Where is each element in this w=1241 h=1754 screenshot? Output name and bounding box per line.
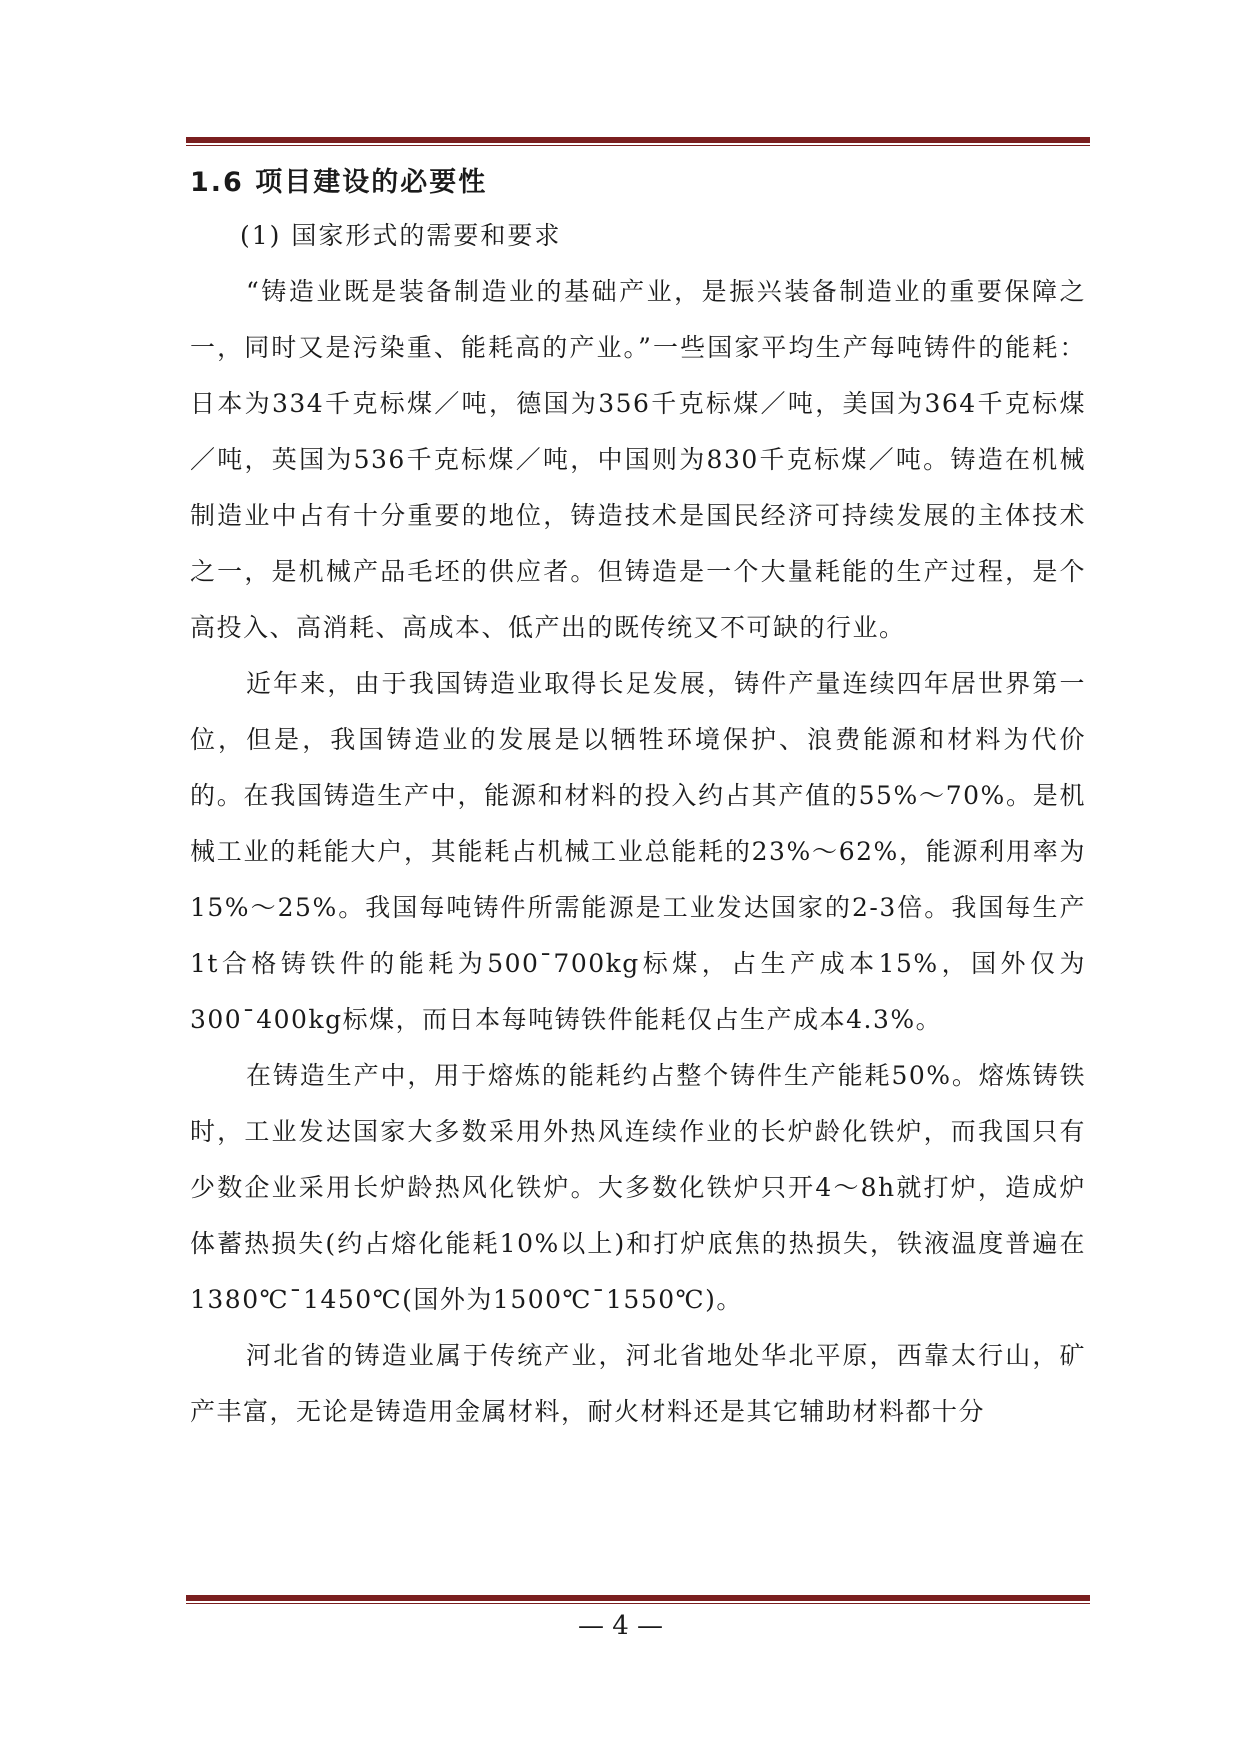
footer-rule [186,1595,1090,1604]
page-body [190,160,1086,1440]
paragraph-4: 河北省的铸造业属于传统产业，河北省地处华北平原，西靠太行山，矿产丰富，无论是铸造用金属材料，耐火材料还是其它辅助材料都十分 [190,1341,1086,1426]
section-heading: 1.6 项目建设的必要性 [190,167,488,198]
paragraph-1: “铸造业既是装备制造业的基础产业，是振兴装备制造业的重要保障之一，同时又是污染重、能耗高的产业。”一些国家平均生产每吨铸件的能耗：日本为334千克标煤／吨，德国为356千克标煤／吨，美国为364千克标煤／吨，英国为536千克标煤／吨，中国则为830千克标煤／吨。铸造在机械制造业中占有十分重要的地位，铸造技术是国民经济可持续发展的主体技术之一，是机械产品毛坯的供应者。但铸造是一个大量耗能的生产过程，是个高投入、高消耗、高成本、低产出的既传统又不可缺的行业。 [190,277,1086,642]
subsection-heading: (1) 国家形式的需要和要求 [240,221,562,250]
header-rule [186,137,1090,146]
page-number: — 4 — [577,1611,664,1641]
paragraph-2: 近年来，由于我国铸造业取得长足发展，铸件产量连续四年居世界第一位，但是，我国铸造业的发展是以牺牲环境保护、浪费能源和材料为代价的。在我国铸造生产中，能源和材料的投入约占其产值的55%～70%。是机械工业的耗能大户，其能耗占机械工业总能耗的23%～62%，能源利用率为15%～25%。我国每吨铸件所需能源是工业发达国家的2-3倍。我国每生产1t合格铸铁件的能耗为500¯700kg标煤，占生产成本15%，国外仅为300¯400kg标煤，而日本每吨铸铁件能耗仅占生产成本4.3%。 [190,669,1086,1034]
paragraph-3: 在铸造生产中，用于熔炼的能耗约占整个铸件生产能耗50%。熔炼铸铁时，工业发达国家大多数采用外热风连续作业的长炉龄化铁炉，而我国只有少数企业采用长炉龄热风化铁炉。大多数化铁炉只开4～8h就打炉，造成炉体蓄热损失(约占熔化能耗10%以上)和打炉底焦的热损失，铁液温度普遍在1380℃¯1450℃(国外为1500℃¯1550℃)。 [190,1061,1086,1314]
